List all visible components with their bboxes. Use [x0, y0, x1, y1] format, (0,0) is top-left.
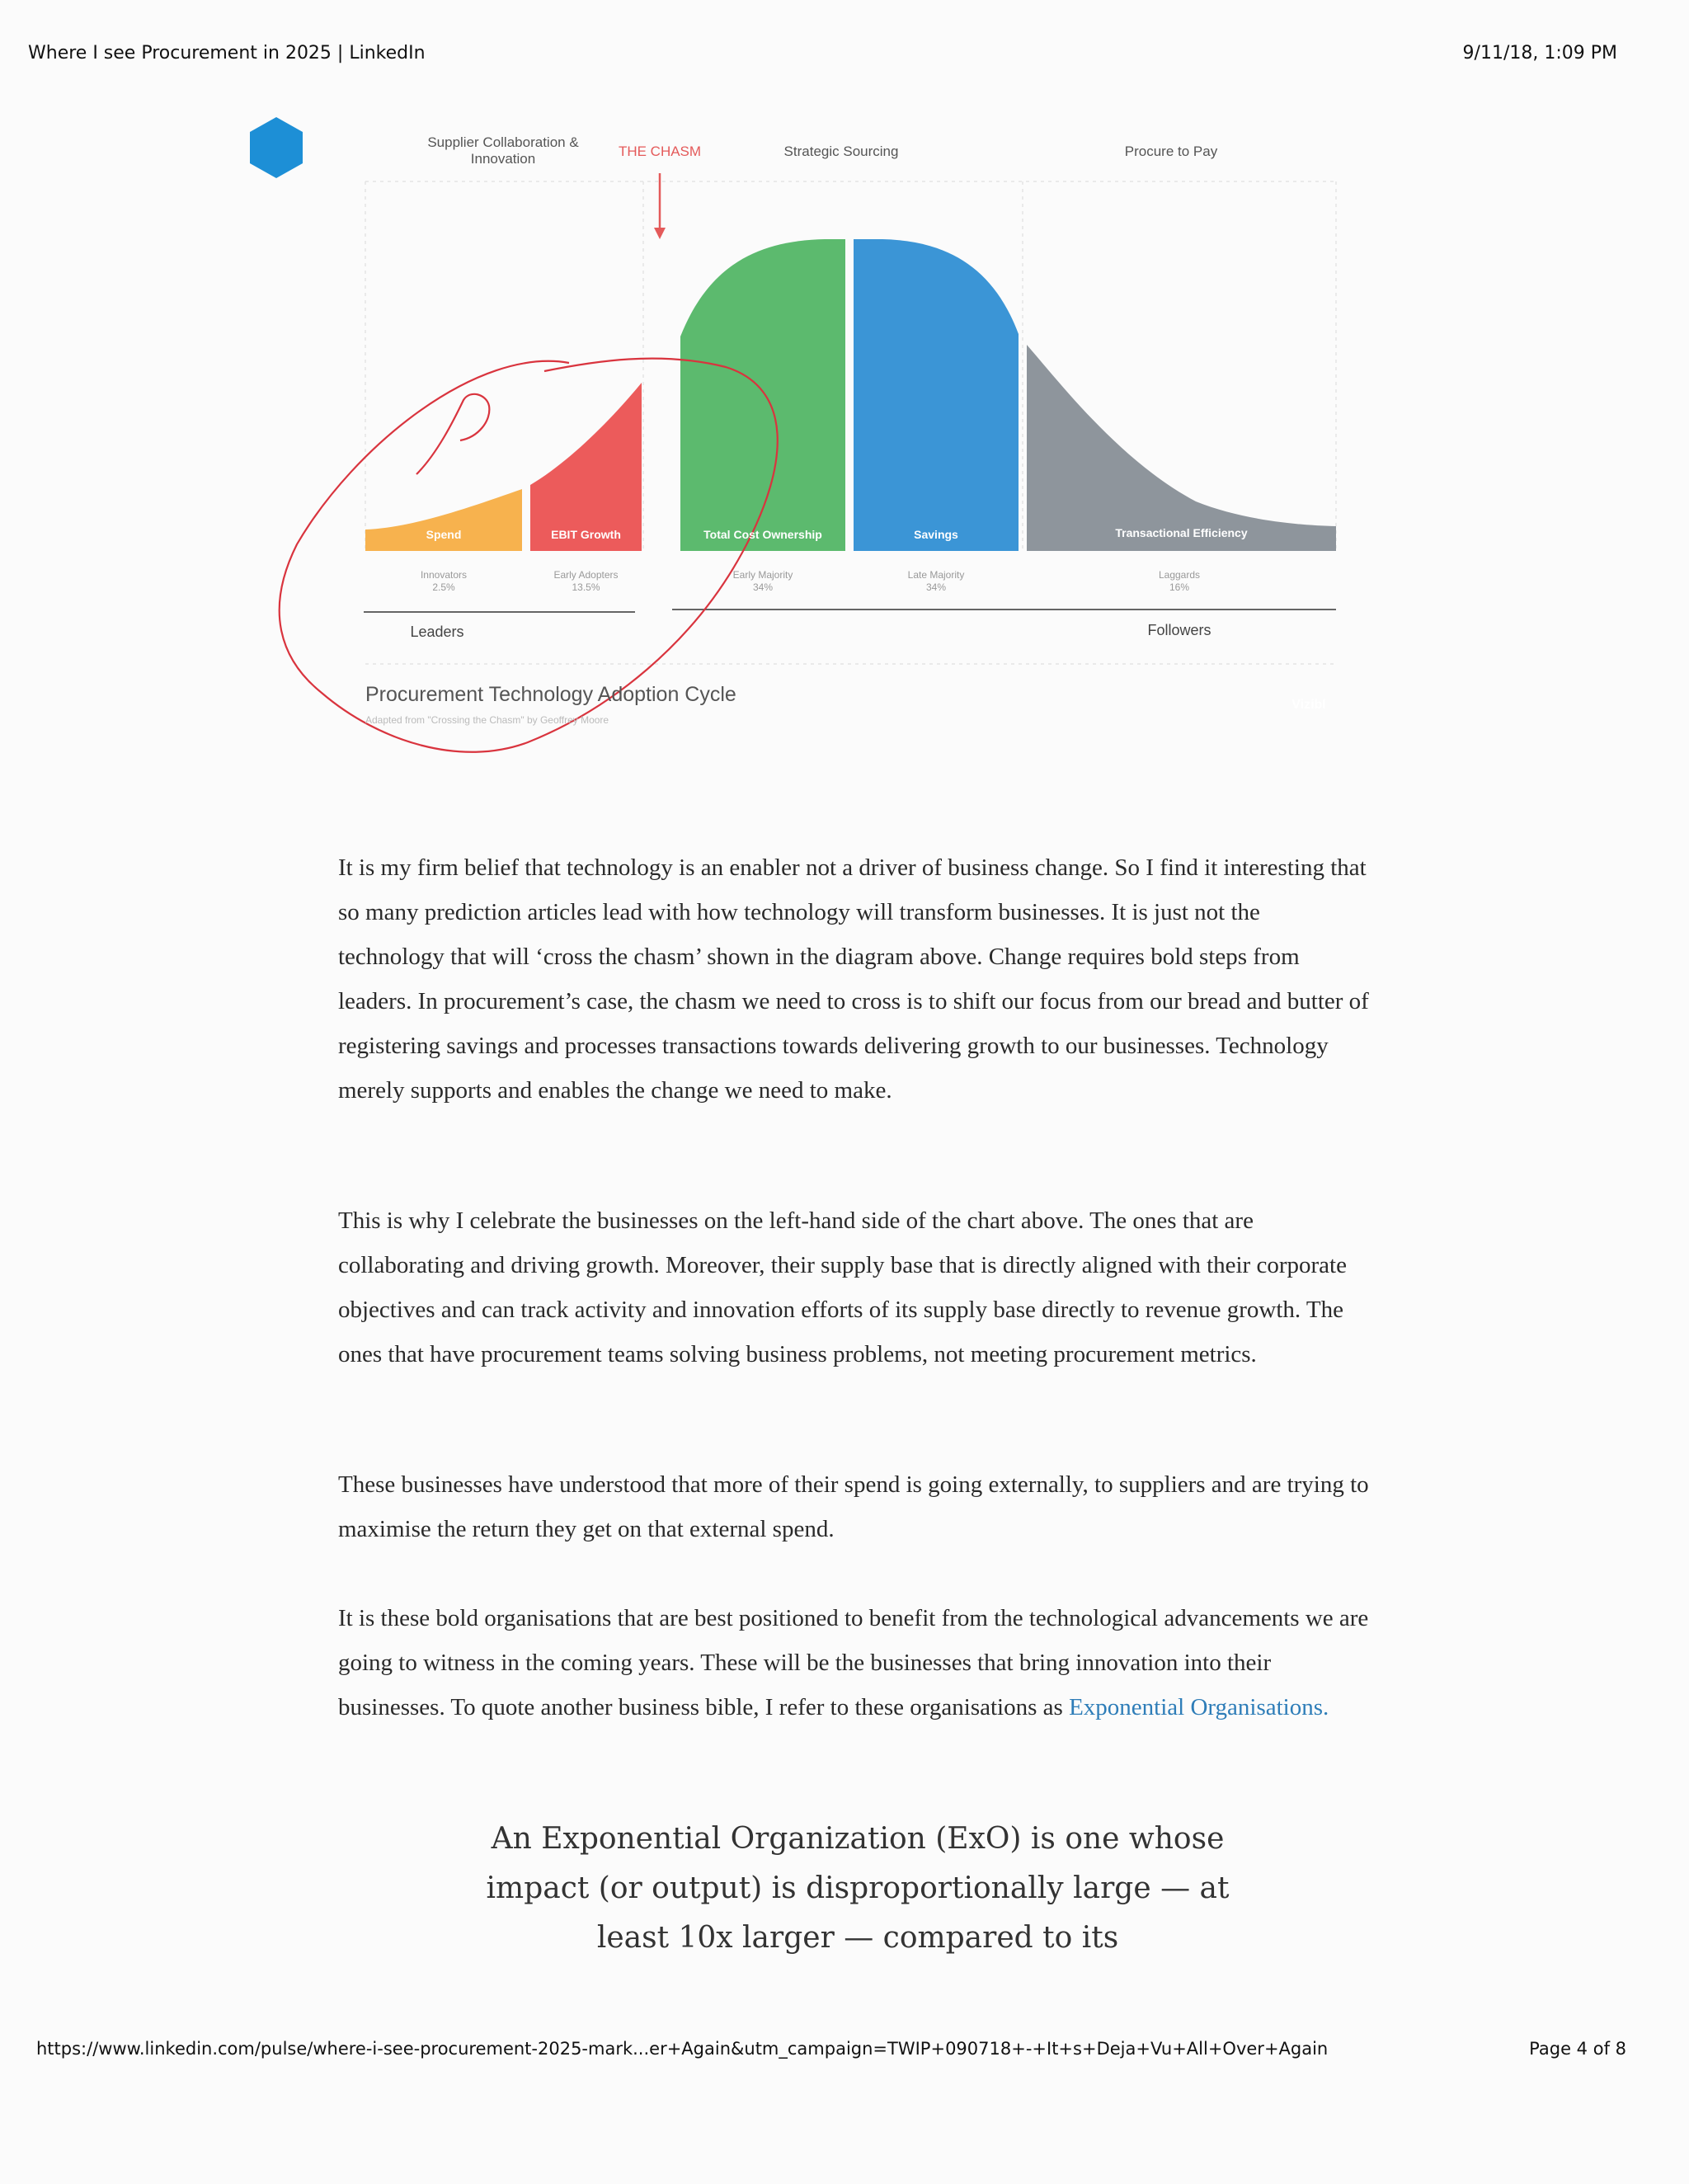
adopter-label-innovators	[365, 569, 522, 594]
article-paragraph-1: It is my firm belief that technology is an enabler not a driver of business change. So I find it interesting that so many prediction articles lead with how technology will transform businesses. It is just not the technology that will ‘cross the chasm’ shown in the diagram above. Change requires bold steps from leaders. In procurement’s case, the chasm we need to cross is to shift our focus from our bread and butter of registering savings and processes transactions towards delivering growth to our businesses. Technology merely supports and enables the change we need to make.	[338, 854, 1369, 1104]
stage-label-strategic-sourcing: Strategic Sourcing	[783, 144, 899, 159]
segment-label-total-cost-ownership: Total Cost Ownership	[703, 528, 822, 541]
segment-label-ebit-growth: EBIT Growth	[551, 528, 621, 541]
segment-savings	[854, 239, 1019, 551]
figure-subtitle: Adapted from "Crossing the Chasm" by Geoffrey Moore	[365, 714, 609, 726]
page-footer-page-number: Page 4 of 8	[1529, 2039, 1626, 2059]
adopter-pct: 16%	[1169, 581, 1190, 593]
segment-label-transactional-efficiency: Transactional Efficiency	[1115, 526, 1248, 539]
adopter-pct: 34%	[752, 581, 774, 593]
stage-label-supplier-collaboration: Supplier Collaboration & Innovation	[427, 134, 579, 167]
segment-label-savings: Savings	[914, 528, 958, 541]
figure-title: Procurement Technology Adoption Cycle	[365, 683, 736, 706]
adopter-name: Late Majority	[907, 569, 965, 581]
stage-label-procure-to-pay: Procure to Pay	[1124, 144, 1218, 159]
article-paragraph-3: These businesses have understood that more of their spend is going externally, to suppliers and are trying to maximise the return they get on that external spend.	[338, 1471, 1369, 1542]
adopter-name: Early Adopters	[553, 569, 619, 581]
adopter-pct: 2.5%	[432, 581, 455, 593]
segment-ebit-growth	[530, 383, 642, 551]
pull-quote: An Exponential Organization (ExO) is one whose impact (or output) is disproportionally large — at least 10x larger — compared to its	[486, 1822, 1230, 1955]
vizibl-logo-text: Vizibl	[1291, 698, 1326, 712]
segment-label-spend: Spend	[426, 528, 462, 541]
adopter-label-early-majority	[680, 569, 845, 594]
article-paragraph-4	[338, 1596, 1369, 1730]
segment-total-cost-ownership	[680, 239, 845, 551]
group-label-leaders: Leaders	[410, 624, 464, 640]
adopter-label-late-majority	[854, 569, 1019, 594]
chasm-arrow-icon	[654, 173, 666, 239]
adoption-cycle-figure	[247, 115, 1402, 833]
adopter-name: Innovators	[420, 569, 468, 581]
page-header-datetime: 9/11/18, 1:09 PM	[1462, 43, 1617, 64]
segment-transactional-efficiency	[1027, 345, 1336, 551]
article-paragraph-4-text: It is these bold organisations that are best positioned to benefit from the technological advancements we are going to witness in the coming years. These will be the businesses that bring innovation into their businesses. To quote another business bible, I refer to these organisations as	[338, 1605, 1369, 1720]
adopter-pct: 13.5%	[572, 581, 600, 593]
page-header-title: Where I see Procurement in 2025 | LinkedIn	[28, 43, 426, 64]
adopter-label-laggards	[1097, 569, 1262, 594]
page-footer-url: https://www.linkedin.com/pulse/where-i-see-procurement-2025-mark...er+Again&utm_campaign=TWIP+090718+-+It+s+Deja+Vu+All+Over+Again	[36, 2039, 1329, 2059]
adopter-name: Laggards	[1158, 569, 1201, 581]
stage-label-chasm: THE CHASM	[618, 144, 702, 159]
segment-spend	[365, 489, 522, 551]
article-paragraph-2: This is why I celebrate the businesses on the left-hand side of the chart above. The ones that are collaborating and driving growth. Moreover, their supply base that is directly aligned with their corporate objectives and can track activity and innovation efforts of its supply base directly to revenue growth. The ones that have procurement teams solving business problems, not meeting procurement metrics.	[338, 1207, 1347, 1367]
adopter-pct: 34%	[925, 581, 947, 593]
group-label-followers: Followers	[1147, 622, 1211, 638]
adopter-label-early-adopters	[530, 569, 642, 594]
adopter-name: Early Majority	[732, 569, 793, 581]
exponential-organisations-link[interactable]: Exponential Organisations.	[1069, 1694, 1329, 1720]
vizibl-logo-icon	[247, 115, 305, 180]
